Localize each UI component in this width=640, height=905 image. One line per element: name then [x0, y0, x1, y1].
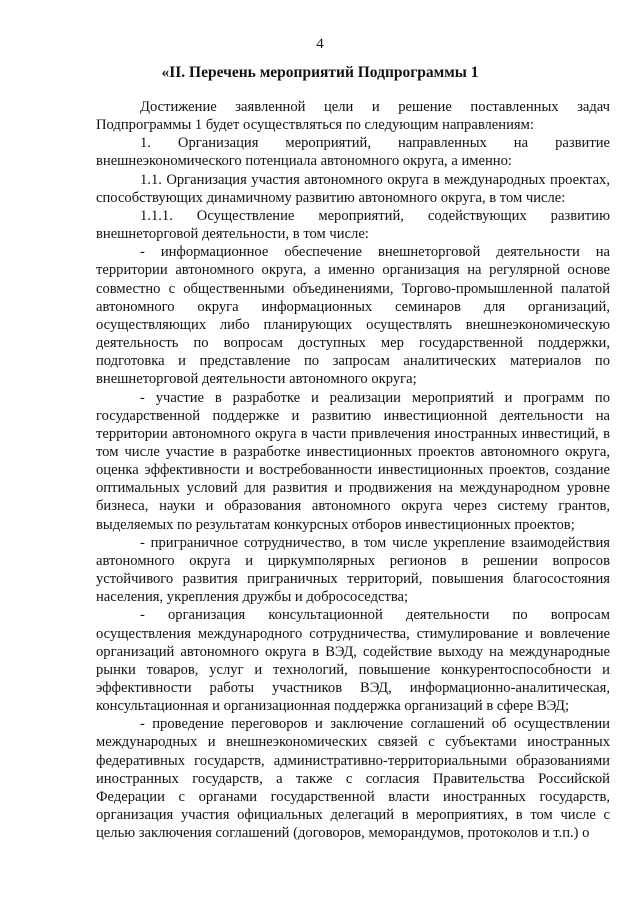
paragraph-bullet-border-cooperation: - приграничное сотрудничество, в том числе укрепление взаимодействия автономного округа и циркумполярных регионов в решении вопросов устойчивого развития приграничных территорий, повышения благосостояния населения, укрепления дружбы и добрососедства;: [96, 534, 610, 606]
paragraph-bullet-investment: - участие в разработке и реализации мероприятий и программ по государственной поддержке и развитию инвестиционной деятельности на территории автономного округа в части привлечения иностранных инвестиций, в том числе участие в разработке инвестиционных проектов автономного округа, оценка эффективности и востребованности инвестиционных проектов, создание оптимальных условий для развития и продвижения на международном уровне бизнеса, науки и образования автономного округа через систему грантов, выделяемых по результатам конкурсных отборов инвестиционных проектов;: [96, 389, 610, 533]
paragraph-item-1-1: 1.1. Организация участия автономного округа в международных проектах, способствующих динамичному развитию автономного округа, в том числе:: [96, 171, 610, 206]
paragraph-bullet-negotiations: - проведение переговоров и заключение соглашений об осуществлении международных и внешнеэкономических связей с субъектами иностранных федеративных государств, административно-территориальными образованиями иностранных государств, а также с согласия Правительства Российской Федерации с органами государственной власти иностранных государств, организация участия официальных делегаций в мероприятиях, в том числе с целью заключения соглашений (договоров, меморандумов, протоколов и т.п.) о: [96, 716, 610, 842]
section-heading: «II. Перечень мероприятий Подпрограммы 1: [161, 64, 479, 81]
paragraph-direction-1: 1. Организация мероприятий, направленных на развитие внешнеэкономического потенциала автономного округа, а именно:: [96, 135, 610, 170]
paragraph-intro: Достижение заявленной цели и решение поставленных задач Подпрограммы 1 будет осуществляться по следующим направлениям:: [96, 99, 610, 134]
paragraph-item-1-1-1: 1.1.1. Осуществление мероприятий, содействующих развитию внешнеторговой деятельности, в том числе:: [96, 207, 610, 243]
paragraph-bullet-info-support: - информационное обеспечение внешнеторговой деятельности на территории автономного округа, а именно организация на регулярной основе совместно с общественными объединениями, Торгово-промышленной палатой автономного округа информационных семинаров для организаций, осуществляющих либо планирующих осуществлять внешнеэкономическую деятельность по вопросам доступных мер государственной поддержки, подготовка и представление по запросам аналитических материалов по внешнеторговой деятельности автономного округа;: [96, 244, 610, 388]
document-body: [96, 98, 610, 842]
page-number: 4: [316, 36, 324, 52]
paragraph-bullet-consulting: - организация консультационной деятельности по вопросам осуществления международного сотрудничества, стимулирование и вовлечение организаций автономного округа в ВЭД, содействие выходу на международные рынки товаров, услуг и технологий, повышение конкурентоспособности и эффективности работы участников ВЭД, информационно-аналитическая, консультационная и организационная поддержка организаций в сфере ВЭД;: [96, 607, 610, 715]
